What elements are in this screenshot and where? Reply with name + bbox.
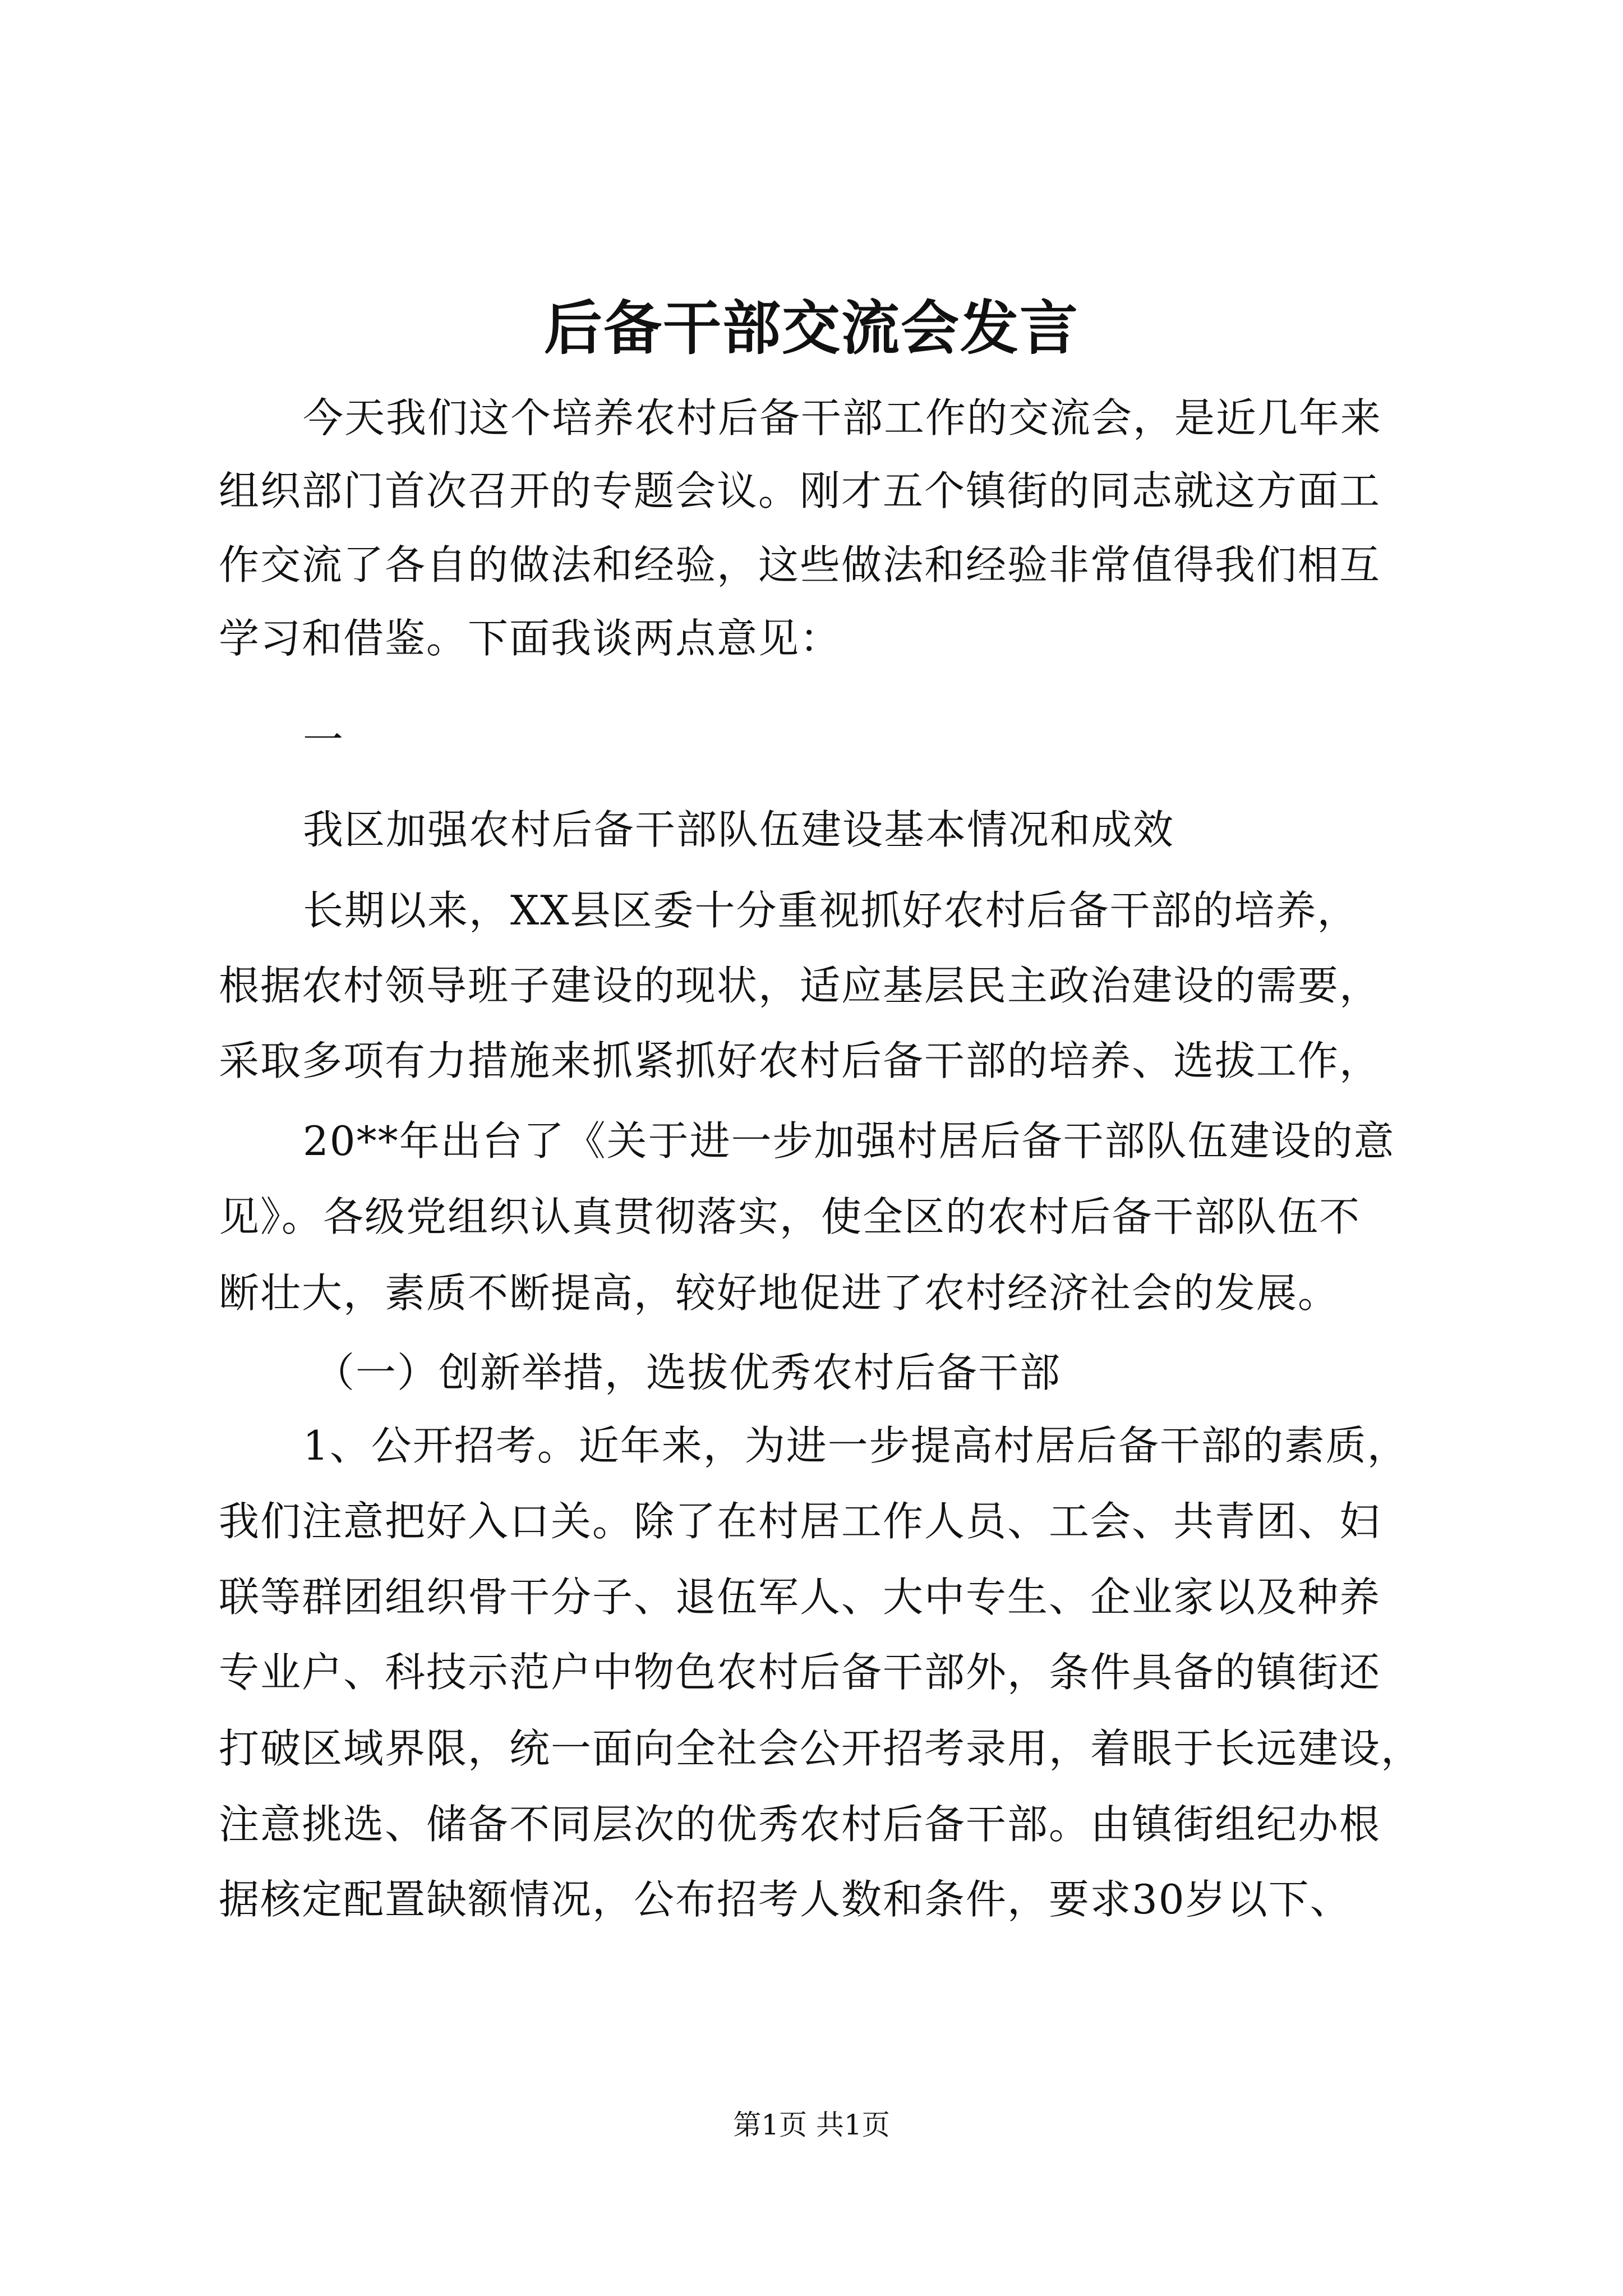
subsection-heading: （一）创新举措，选拔优秀农村后备干部 <box>314 1349 1062 1396</box>
paragraph-line: 20**年出台了《关于进一步加强村居后备干部队伍建设的意 <box>303 1117 1395 1165</box>
paragraph-line: 见》。各级党组织认真贯彻落实，使全区的农村后备干部队伍不 <box>219 1193 1361 1240</box>
section-number: 一 <box>303 716 345 763</box>
paragraph-line: 专业户、科技示范户中物色农村后备干部外，条件具备的镇街还 <box>219 1649 1381 1696</box>
paragraph-line: 联等群团组织骨干分子、退伍军人、大中专生、企业家以及种养 <box>219 1573 1381 1621</box>
paragraph-line: 1、公开招考。近年来，为进一步提高村居后备干部的素质， <box>303 1422 1409 1469</box>
paragraph-line: 作交流了各自的做法和经验，这些做法和经验非常值得我们相互 <box>219 541 1381 588</box>
paragraph-line: 今天我们这个培养农村后备干部工作的交流会，是近几年来 <box>303 394 1382 441</box>
paragraph-line: 组织部门首次召开的专题会议。刚才五个镇街的同志就这方面工 <box>219 467 1381 514</box>
paragraph-line: 采取多项有力措施来抓紧抓好农村后备干部的培养、选拔工作， <box>219 1037 1381 1084</box>
paragraph-line: 我们注意把好入口关。除了在村居工作人员、工会、共青团、妇 <box>219 1498 1381 1545</box>
paragraph-line: 长期以来，XX县区委十分重视抓好农村后备干部的培养， <box>303 887 1359 934</box>
paragraph-line: 据核定配置缺额情况，公布招考人数和条件，要求30岁以下、 <box>219 1876 1352 1923</box>
page-footer: 第1页 共1页 <box>733 2109 890 2141</box>
paragraph-line: 学习和借鉴。下面我谈两点意见： <box>219 615 842 662</box>
section-heading: 我区加强农村后备干部队伍建设基本情况和成效 <box>303 806 1175 853</box>
document-title: 后备干部交流会发言 <box>543 293 1079 362</box>
paragraph-line: 根据农村领导班子建设的现状，适应基层民主政治建设的需要， <box>219 962 1381 1009</box>
paragraph-line: 打破区域界限，统一面向全社会公开招考录用，着眼于长远建设， <box>219 1725 1423 1772</box>
paragraph-line: 断壮大，素质不断提高，较好地促进了农村经济社会的发展。 <box>219 1269 1340 1317</box>
paragraph-line: 注意挑选、储备不同层次的优秀农村后备干部。由镇街组纪办根 <box>219 1801 1381 1848</box>
